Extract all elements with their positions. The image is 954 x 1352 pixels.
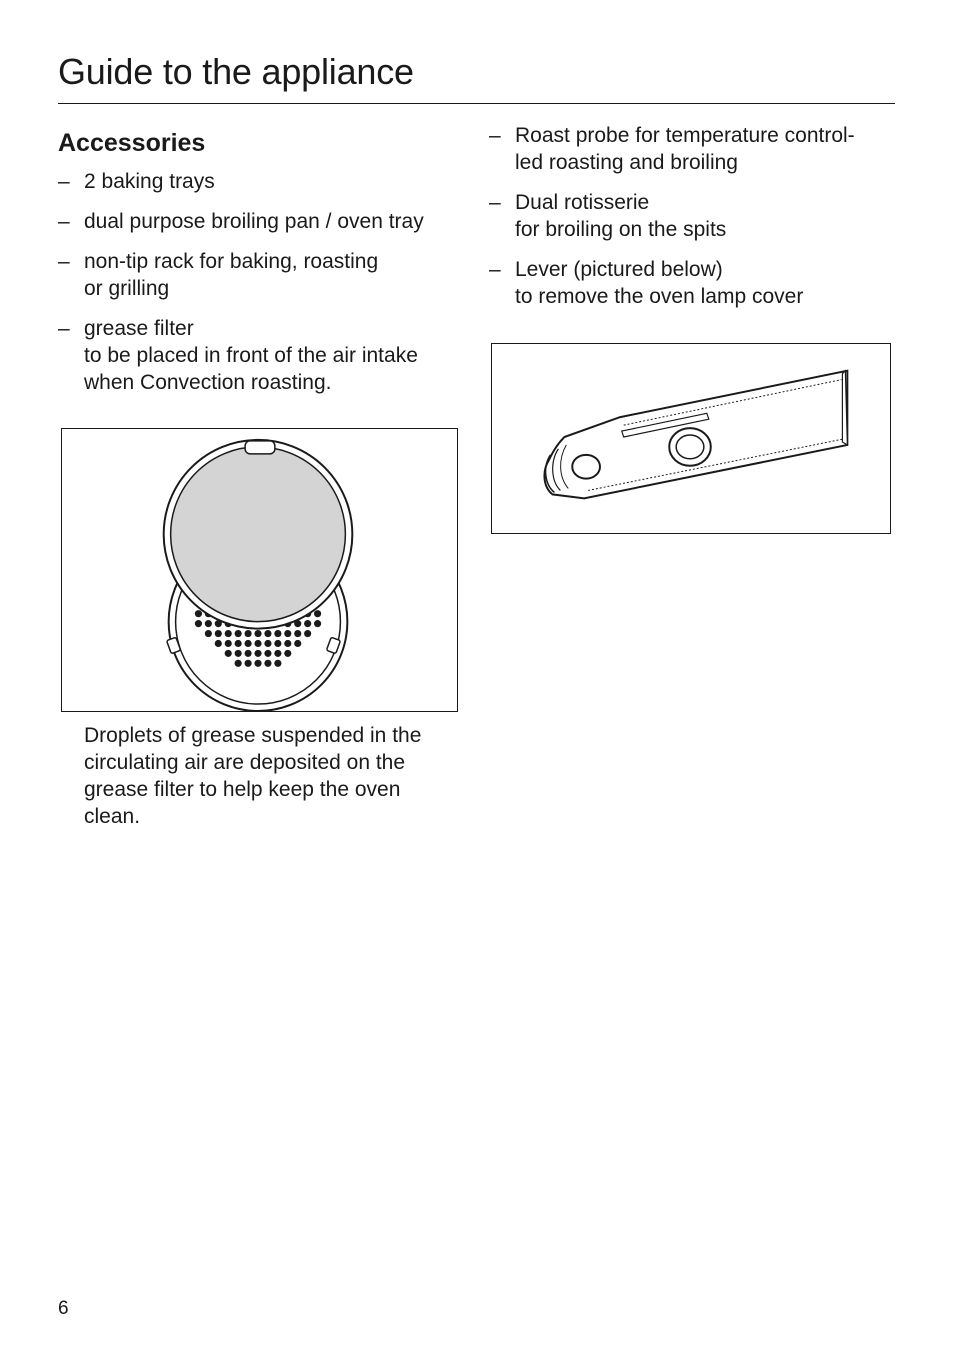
grease-filter-caption: [84, 722, 464, 830]
list-item-text: or grilling: [84, 277, 170, 300]
caption-line: Droplets of grease suspended in the: [84, 724, 422, 747]
perforation-dot: [225, 650, 232, 657]
list-item-baking-trays: [58, 168, 468, 195]
bullet-dash: –: [489, 191, 501, 214]
lever-drawing: [492, 344, 890, 533]
perforation-dot: [245, 650, 252, 657]
list-item-text: to be placed in front of the air intake: [84, 344, 418, 367]
list-item-non-tip-rack: [58, 248, 468, 302]
list-item-text: non-tip rack for baking, roasting: [84, 250, 379, 273]
list-item-text: grease filter: [84, 317, 194, 340]
perforation-dot: [245, 660, 252, 667]
list-item-dual-rotisserie: [489, 189, 899, 243]
perforation-dot: [235, 650, 242, 657]
perforation-dot: [195, 610, 202, 617]
perforation-dot: [264, 660, 271, 667]
bullet-dash: –: [489, 124, 501, 147]
perforation-dot: [294, 640, 301, 647]
list-item-text: led roasting and broiling: [515, 151, 738, 174]
perforation-dot: [215, 630, 222, 637]
perforation-dot: [205, 620, 212, 627]
accessories-list-right: [489, 122, 899, 323]
perforation-dot: [304, 630, 311, 637]
perforation-dot: [274, 640, 281, 647]
section-heading: Accessories: [58, 129, 206, 157]
grease-filter-illustration: [61, 428, 458, 712]
caption-line: clean.: [84, 805, 141, 828]
accessories-list-left: [58, 168, 468, 409]
perforation-dot: [254, 660, 261, 667]
perforation-dot: [195, 620, 202, 627]
list-item-grease-filter: [58, 315, 468, 396]
list-item-text: when Convection roasting.: [84, 371, 332, 394]
list-item-lever: [489, 256, 899, 310]
list-item-roast-probe: [489, 122, 899, 176]
caption-line: grease filter to help keep the oven: [84, 778, 401, 801]
perforation-dot: [274, 660, 281, 667]
perforation-dot: [284, 650, 291, 657]
perforation-dot: [225, 640, 232, 647]
perforation-dot: [205, 630, 212, 637]
list-item-text: Lever (pictured below): [515, 258, 723, 281]
bullet-dash: –: [58, 170, 70, 193]
perforation-dot: [254, 630, 261, 637]
perforation-dot: [245, 640, 252, 647]
perforation-dot: [304, 620, 311, 627]
list-item-text: 2 baking trays: [84, 170, 215, 193]
bullet-dash: –: [58, 317, 70, 340]
perforation-dot: [245, 630, 252, 637]
bullet-dash: –: [58, 210, 70, 233]
perforation-dot: [254, 640, 261, 647]
list-item-text: Roast probe for temperature control-: [515, 124, 855, 147]
perforation-dot: [215, 640, 222, 647]
perforation-dot: [314, 610, 321, 617]
list-item-text: to remove the oven lamp cover: [515, 285, 804, 308]
title-divider: [58, 103, 895, 104]
list-item-text: dual purpose broiling pan / oven tray: [84, 210, 424, 233]
perforation-dot: [225, 630, 232, 637]
perforation-dot: [254, 650, 261, 657]
perforation-dot: [264, 650, 271, 657]
bullet-dash: –: [58, 250, 70, 273]
grease-filter-drawing: [62, 429, 457, 711]
perforation-dot: [264, 640, 271, 647]
perforation-dot: [264, 630, 271, 637]
page-number: 6: [58, 1298, 69, 1319]
list-item-text: Dual rotisserie: [515, 191, 650, 214]
perforation-dot: [284, 640, 291, 647]
bullet-dash: –: [489, 258, 501, 281]
perforation-dot: [274, 630, 281, 637]
perforation-dot: [235, 660, 242, 667]
list-item-broiling-pan: [58, 208, 468, 235]
perforation-dot: [235, 630, 242, 637]
lever-illustration: [491, 343, 891, 534]
list-item-text: for broiling on the spits: [515, 218, 727, 241]
caption-line: circulating air are deposited on the: [84, 751, 406, 774]
perforation-dot: [284, 630, 291, 637]
perforation-dot: [235, 640, 242, 647]
page-title: Guide to the appliance: [58, 51, 414, 92]
perforation-dot: [314, 620, 321, 627]
perforation-dot: [274, 650, 281, 657]
perforation-dot: [294, 630, 301, 637]
